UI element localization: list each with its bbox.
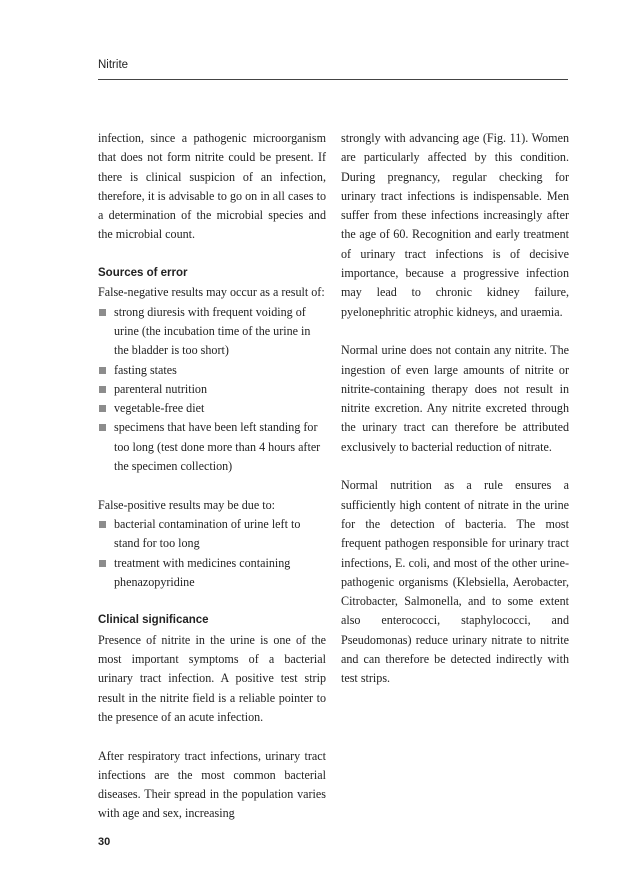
left-column <box>98 129 326 824</box>
spacer <box>341 457 569 476</box>
intro-paragraph: infection, since a pathogenic microorganism that does not form nitrite could be present. If there is clinical suspicion of an infection, therefore, it is advisable to go on in all cases to a determination of the microbial species and the microbial count. <box>98 131 326 242</box>
false-positive-intro: False-positive results may be due to: <box>98 497 276 512</box>
clinical-paragraph-1: Presence of nitrite in the urine is one of the most important symptoms of a bacterial urinary tract infection. A positive test strip result in the nitrite field is a reliable pointer to the presence of an acute infection. <box>98 632 326 724</box>
list-item: strong diuresis with frequent voiding of urine (the incubation time of the urine in the bladder is too short) <box>98 303 326 361</box>
square-bullet-icon <box>99 405 106 412</box>
running-header <box>98 59 568 80</box>
square-bullet-icon <box>99 560 106 567</box>
right-paragraph-3: Normal nutrition as a rule ensures a sufficiently high content of nitrate in the urine for the detection of bacteria. The most frequent pathogen responsible for urinary tract infections, E. coli, and most of the other urine-pathogenic organisms (Klebsiella, Aerobacter, Citrobacter, Salmonella, and to some extent also enterococci, staphylococci, and Pseudomonas) reduce urinary nitrate to nitrite and can therefore be detected indirectly with test strips. <box>341 478 569 686</box>
page-number: 30 <box>98 836 111 848</box>
list-item: vegetable-free diet <box>98 399 326 418</box>
list-item: treatment with medicines containing phenazopyridine <box>98 554 326 593</box>
right-paragraph-2: Normal urine does not contain any nitrite. The ingestion of even large amounts of nitrite or nitrite-containing therapy does not result in nitrite excretion. Any nitrite excreted through the urinary tract can therefore be attributed exclusively to bacterial reduction of nitrate. <box>341 343 569 454</box>
spacer <box>98 476 326 495</box>
false-negative-intro: False-negative results may occur as a result of: <box>98 285 325 300</box>
square-bullet-icon <box>99 521 106 528</box>
right-column <box>341 129 569 689</box>
list-item: parenteral nutrition <box>98 380 326 399</box>
spacer <box>98 727 326 746</box>
header-title: Nitrite <box>98 59 129 71</box>
spacer <box>98 592 326 611</box>
square-bullet-icon <box>99 309 106 316</box>
right-paragraph-1: strongly with advancing age (Fig. 11). Women are particularly affected by this condition. During pregnancy, regular checking for urinary tract infections is indispensable. Men suffer from these infections increasingly after the age of 60. Recognition and early treatment of urinary tract infections is of decisive importance, because a progressive infection may lead to chronic kidney failure, pyelonephritic atrophic kidneys, and uraemia. <box>341 131 569 319</box>
list-item: specimens that have been left standing for too long (test done more than 4 hours after the specimen collection) <box>98 418 326 476</box>
square-bullet-icon <box>99 386 106 393</box>
list-item: bacterial contamination of urine left to stand for too long <box>98 515 326 554</box>
clinical-paragraph-2: After respiratory tract infections, urinary tract infections are the most common bacterial diseases. Their spread in the population varies with age and sex, increasing <box>98 748 326 821</box>
false-negative-list <box>98 303 326 477</box>
clinical-significance-heading: Clinical significance <box>98 614 209 627</box>
spacer <box>341 322 569 341</box>
sources-of-error-heading: Sources of error <box>98 267 188 280</box>
false-positive-list <box>98 515 326 592</box>
spacer <box>98 245 326 264</box>
square-bullet-icon <box>99 367 106 374</box>
list-item: fasting states <box>98 361 326 380</box>
square-bullet-icon <box>99 424 106 431</box>
